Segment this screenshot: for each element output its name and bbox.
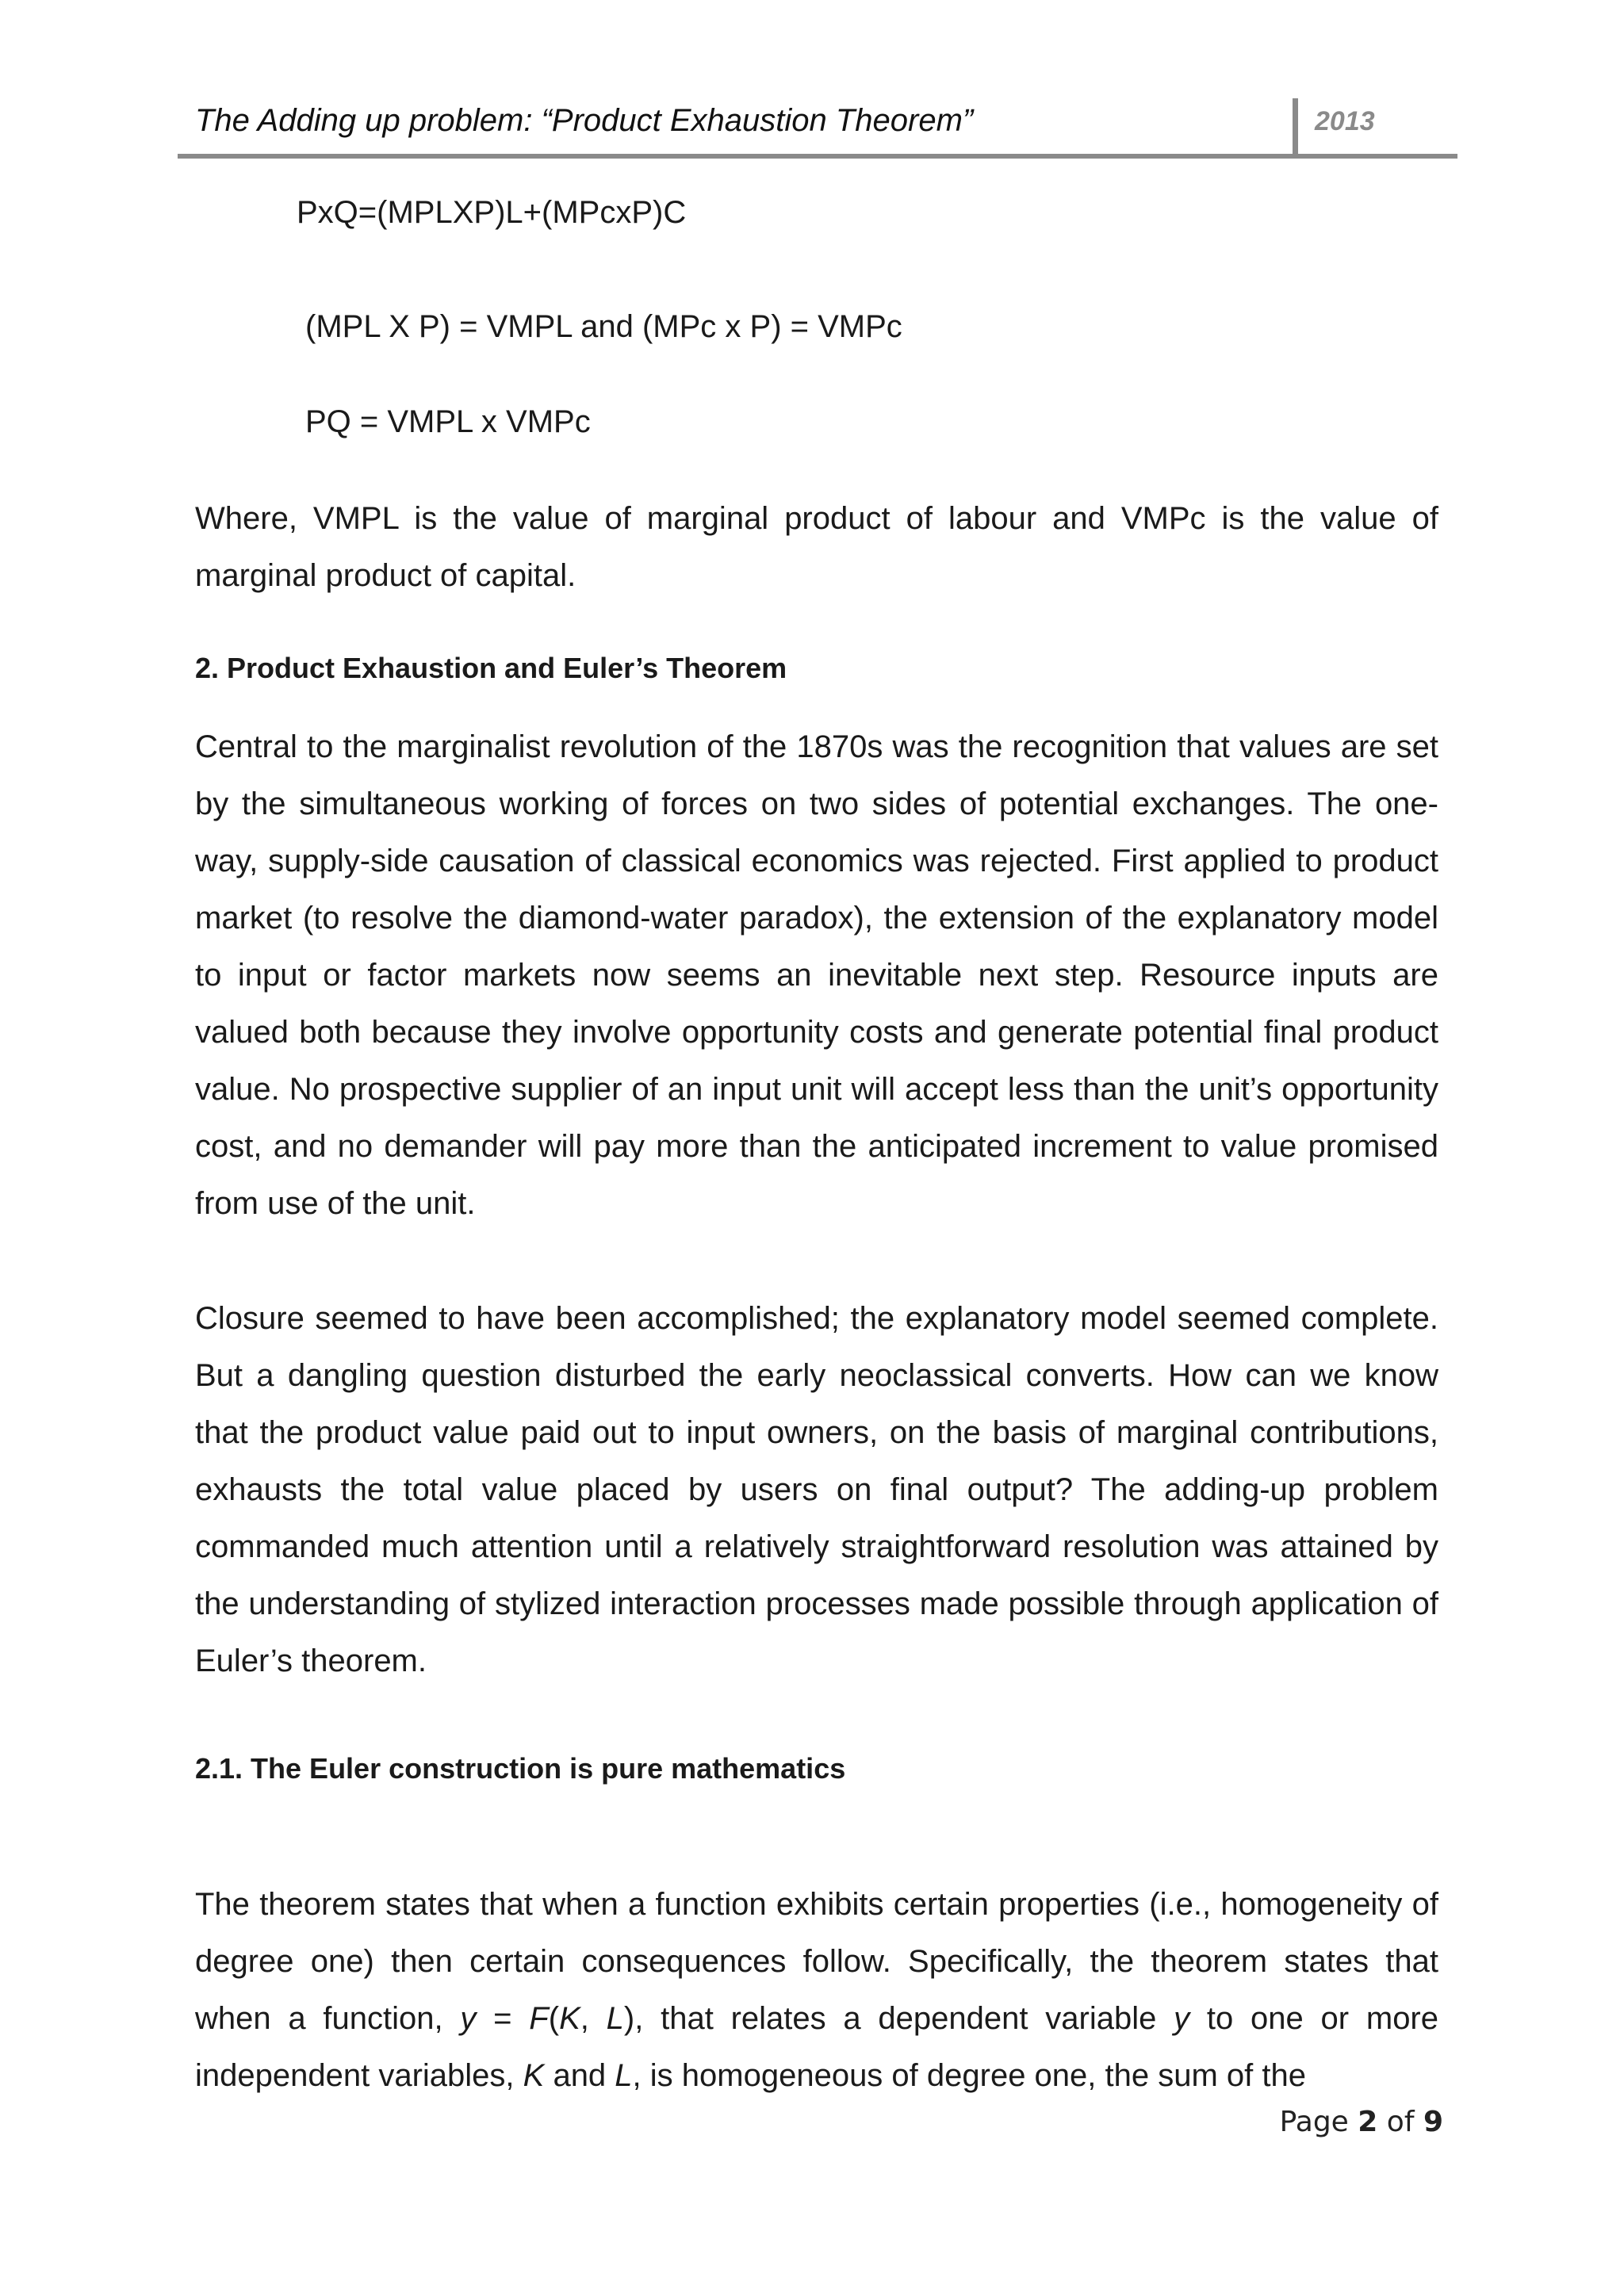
- section-heading-product-exhaustion: 2. Product Exhaustion and Euler’s Theorem: [195, 652, 787, 684]
- var-K: K: [523, 2058, 545, 2093]
- paragraph-euler-theorem: [195, 1876, 1438, 2104]
- paragraph-adding-up-problem: Closure seemed to have been accomplished; the explanatory model seemed complete. But a dangling question disturbed the early neoclassical converts. How can we know that the product value paid out to input owners, on the basis of marginal contributions, exhausts the total value placed by users on final output? The adding-up problem commanded much attention until a relatively straightforward resolution was attained by the understanding of stylized interaction processes made possible through application of Euler’s theorem.: [195, 1301, 1438, 1678]
- header-title: The Adding up problem: “Product Exhaustion Theorem”: [195, 103, 974, 138]
- page-number: [1280, 2106, 1443, 2138]
- text-run: (: [548, 2001, 560, 2036]
- equation-output-value: PxQ=(MPLXP)L+(MPcxP)C: [297, 195, 687, 230]
- page-of: of: [1377, 2106, 1423, 2138]
- equation-pq: PQ = VMPL x VMPc: [305, 404, 591, 439]
- page-prefix: Page: [1279, 2106, 1358, 2138]
- equation-vmp-definitions: (MPL X P) = VMPL and (MPc x P) = VMPc: [305, 309, 902, 344]
- var-L: L: [606, 2001, 624, 2036]
- header-divider: [1293, 98, 1298, 155]
- text-run: =: [476, 2001, 530, 2036]
- page-total: 9: [1423, 2106, 1443, 2138]
- text-run: ), that relates a dependent variable: [623, 2001, 1174, 2036]
- text-run: to one or more independent variables,: [195, 2001, 1438, 2093]
- var-L: L: [615, 2058, 633, 2093]
- text-run: , is homogeneous of degree one, the sum of the: [632, 2058, 1306, 2093]
- var-y: y: [1174, 2001, 1190, 2036]
- var-y: y: [460, 2001, 477, 2036]
- header-year: 2013: [1315, 106, 1375, 136]
- paragraph-vmp-definition: Where, VMPL is the value of marginal product of labour and VMPc is the value of marginal product of capital.: [195, 501, 1438, 593]
- page-current: 2: [1358, 2106, 1378, 2138]
- subsection-heading-euler-construction: 2.1. The Euler construction is pure mathematics: [195, 1752, 846, 1785]
- var-K: K: [559, 2001, 580, 2036]
- header-rule: [178, 154, 1457, 159]
- text-run: The theorem states that when a function exhibits certain properties (i.e., homogeneity of degree one) then certain consequences follow. Specifically, the theorem states that when a function,: [195, 1887, 1438, 2036]
- text-run: ,: [580, 2001, 607, 2036]
- paragraph-marginalist-revolution: Central to the marginalist revolution of the 1870s was the recognition that values are set by the simultaneous working of forces on two sides of potential exchanges. The one-way, supply-side causation of classical economics was rejected. First applied to product market (to resolve the diamond-water paradox), the extension of the explanatory model to input or factor markets now seems an inevitable next step. Resource inputs are valued both because they involve opportunity costs and generate potential final product value. No prospective supplier of an input unit will accept less than the unit’s opportunity cost, and no demander will pay more than the anticipated increment to value promised from use of the unit.: [195, 729, 1438, 1221]
- var-F: F: [529, 2001, 549, 2036]
- text-run: and: [544, 2058, 615, 2093]
